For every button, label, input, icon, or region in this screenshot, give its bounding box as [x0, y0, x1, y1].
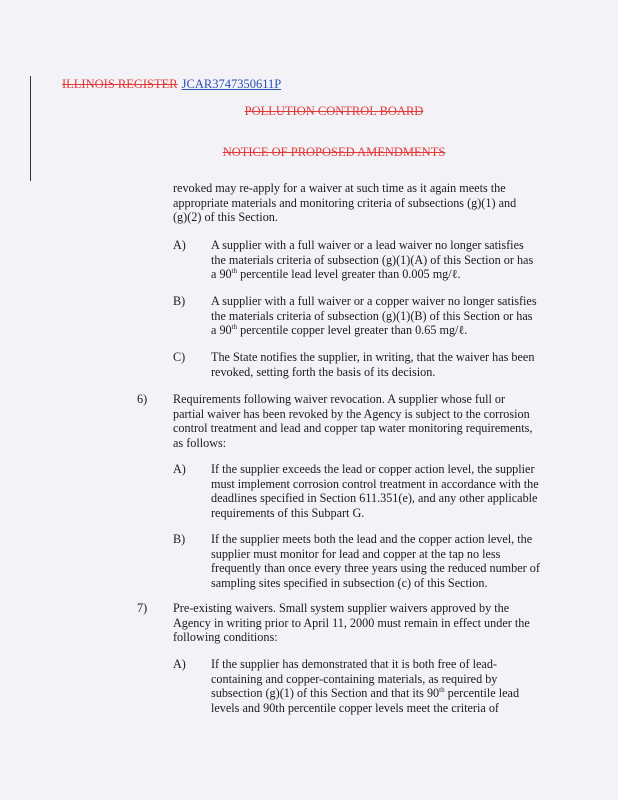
- item-c1-label: C): [173, 350, 186, 364]
- intro-paragraph: [173, 181, 516, 225]
- item-7-text: [173, 601, 530, 645]
- item-7a-label: A): [173, 657, 186, 671]
- item-line: If the supplier exceeds the lead or copper action level, the supplier: [211, 462, 535, 476]
- item-line: a 90th percentile lead level greater than 0.005 mg/ℓ.: [211, 267, 461, 282]
- item-b1-text: [211, 294, 537, 338]
- item-6b-label: B): [173, 532, 186, 546]
- item-line: If the supplier has demonstrated that it is both free of lead-: [211, 657, 497, 671]
- item-line: supplier must monitor for lead and copper at the tap no less: [211, 546, 501, 561]
- register-header: [62, 77, 281, 92]
- notice-header: [0, 145, 618, 160]
- item-line: Agency in writing prior to April 11, 2000 must remain in effect under the: [173, 615, 530, 630]
- item-line: the materials criteria of subsection (g)(1)(A) of this Section or has: [211, 252, 534, 267]
- register-title-struck: ILLINOIS REGISTER: [62, 77, 178, 91]
- jcar-code-link[interactable]: JCAR3747350611P: [181, 77, 282, 91]
- item-line: levels and 90th percentile copper levels meet the criteria of: [211, 700, 499, 715]
- item-line: must implement corrosion control treatment in accordance with the: [211, 476, 539, 491]
- item-line: Requirements following waiver revocation. A supplier whose full or: [173, 392, 506, 406]
- notice-title-struck: NOTICE OF PROPOSED AMENDMENTS: [222, 145, 446, 159]
- board-title-struck: POLLUTION CONTROL BOARD: [244, 104, 424, 118]
- item-line: the materials criteria of subsection (g)(1)(B) of this Section or has: [211, 308, 533, 323]
- item-line: subsection (g)(1) of this Section and that its 90th percentile lead: [211, 686, 520, 701]
- item-6-text: [173, 392, 532, 450]
- item-b1-label: B): [173, 294, 186, 308]
- item-line: sampling sites specified in subsection (c) of this Section.: [211, 575, 488, 590]
- intro-line: (g)(2) of this Section.: [173, 210, 278, 225]
- item-6a-label: A): [173, 462, 186, 476]
- item-6-label: 6): [137, 392, 148, 406]
- item-line: containing and copper-containing materials, as required by: [211, 671, 498, 686]
- item-line: following conditions:: [173, 630, 278, 645]
- revision-margin-bar: [30, 76, 31, 181]
- intro-line: revoked may re-apply for a waiver at such time as it again meets the: [173, 181, 506, 195]
- item-line: A supplier with a full waiver or a copper waiver no longer satisfies: [211, 294, 537, 308]
- item-line: The State notifies the supplier, in writing, that the waiver has been: [211, 350, 535, 364]
- item-line: a 90th percentile copper level greater than 0.65 mg/ℓ.: [211, 323, 468, 338]
- item-line: requirements of this Subpart G.: [211, 505, 365, 520]
- item-line: If the supplier meets both the lead and the copper action level, the: [211, 532, 533, 546]
- item-line: control treatment and lead and copper tap water monitoring requirements,: [173, 421, 533, 436]
- item-a1-text: [211, 238, 533, 282]
- item-line: revoked, setting forth the basis of its decision.: [211, 364, 436, 379]
- item-7-label: 7): [137, 601, 148, 615]
- item-6a-text: [211, 462, 539, 520]
- item-7a-text: [211, 657, 519, 715]
- item-a1-label: A): [173, 238, 186, 252]
- board-header: [0, 104, 618, 119]
- item-line: Pre-existing waivers. Small system supplier waivers approved by the: [173, 601, 510, 615]
- item-line: as follows:: [173, 435, 227, 450]
- item-c1-text: [211, 350, 534, 379]
- item-6b-text: [211, 532, 540, 590]
- intro-line: appropriate materials and monitoring criteria of subsections (g)(1) and: [173, 195, 517, 210]
- item-line: A supplier with a full waiver or a lead waiver no longer satisfies: [211, 238, 524, 252]
- item-line: partial waiver has been revoked by the Agency is subject to the corrosion: [173, 406, 530, 421]
- item-line: deadlines specified in Section 611.351(e), and any other applicable: [211, 491, 538, 506]
- item-line: frequently than once every three years using the reduced number of: [211, 561, 540, 576]
